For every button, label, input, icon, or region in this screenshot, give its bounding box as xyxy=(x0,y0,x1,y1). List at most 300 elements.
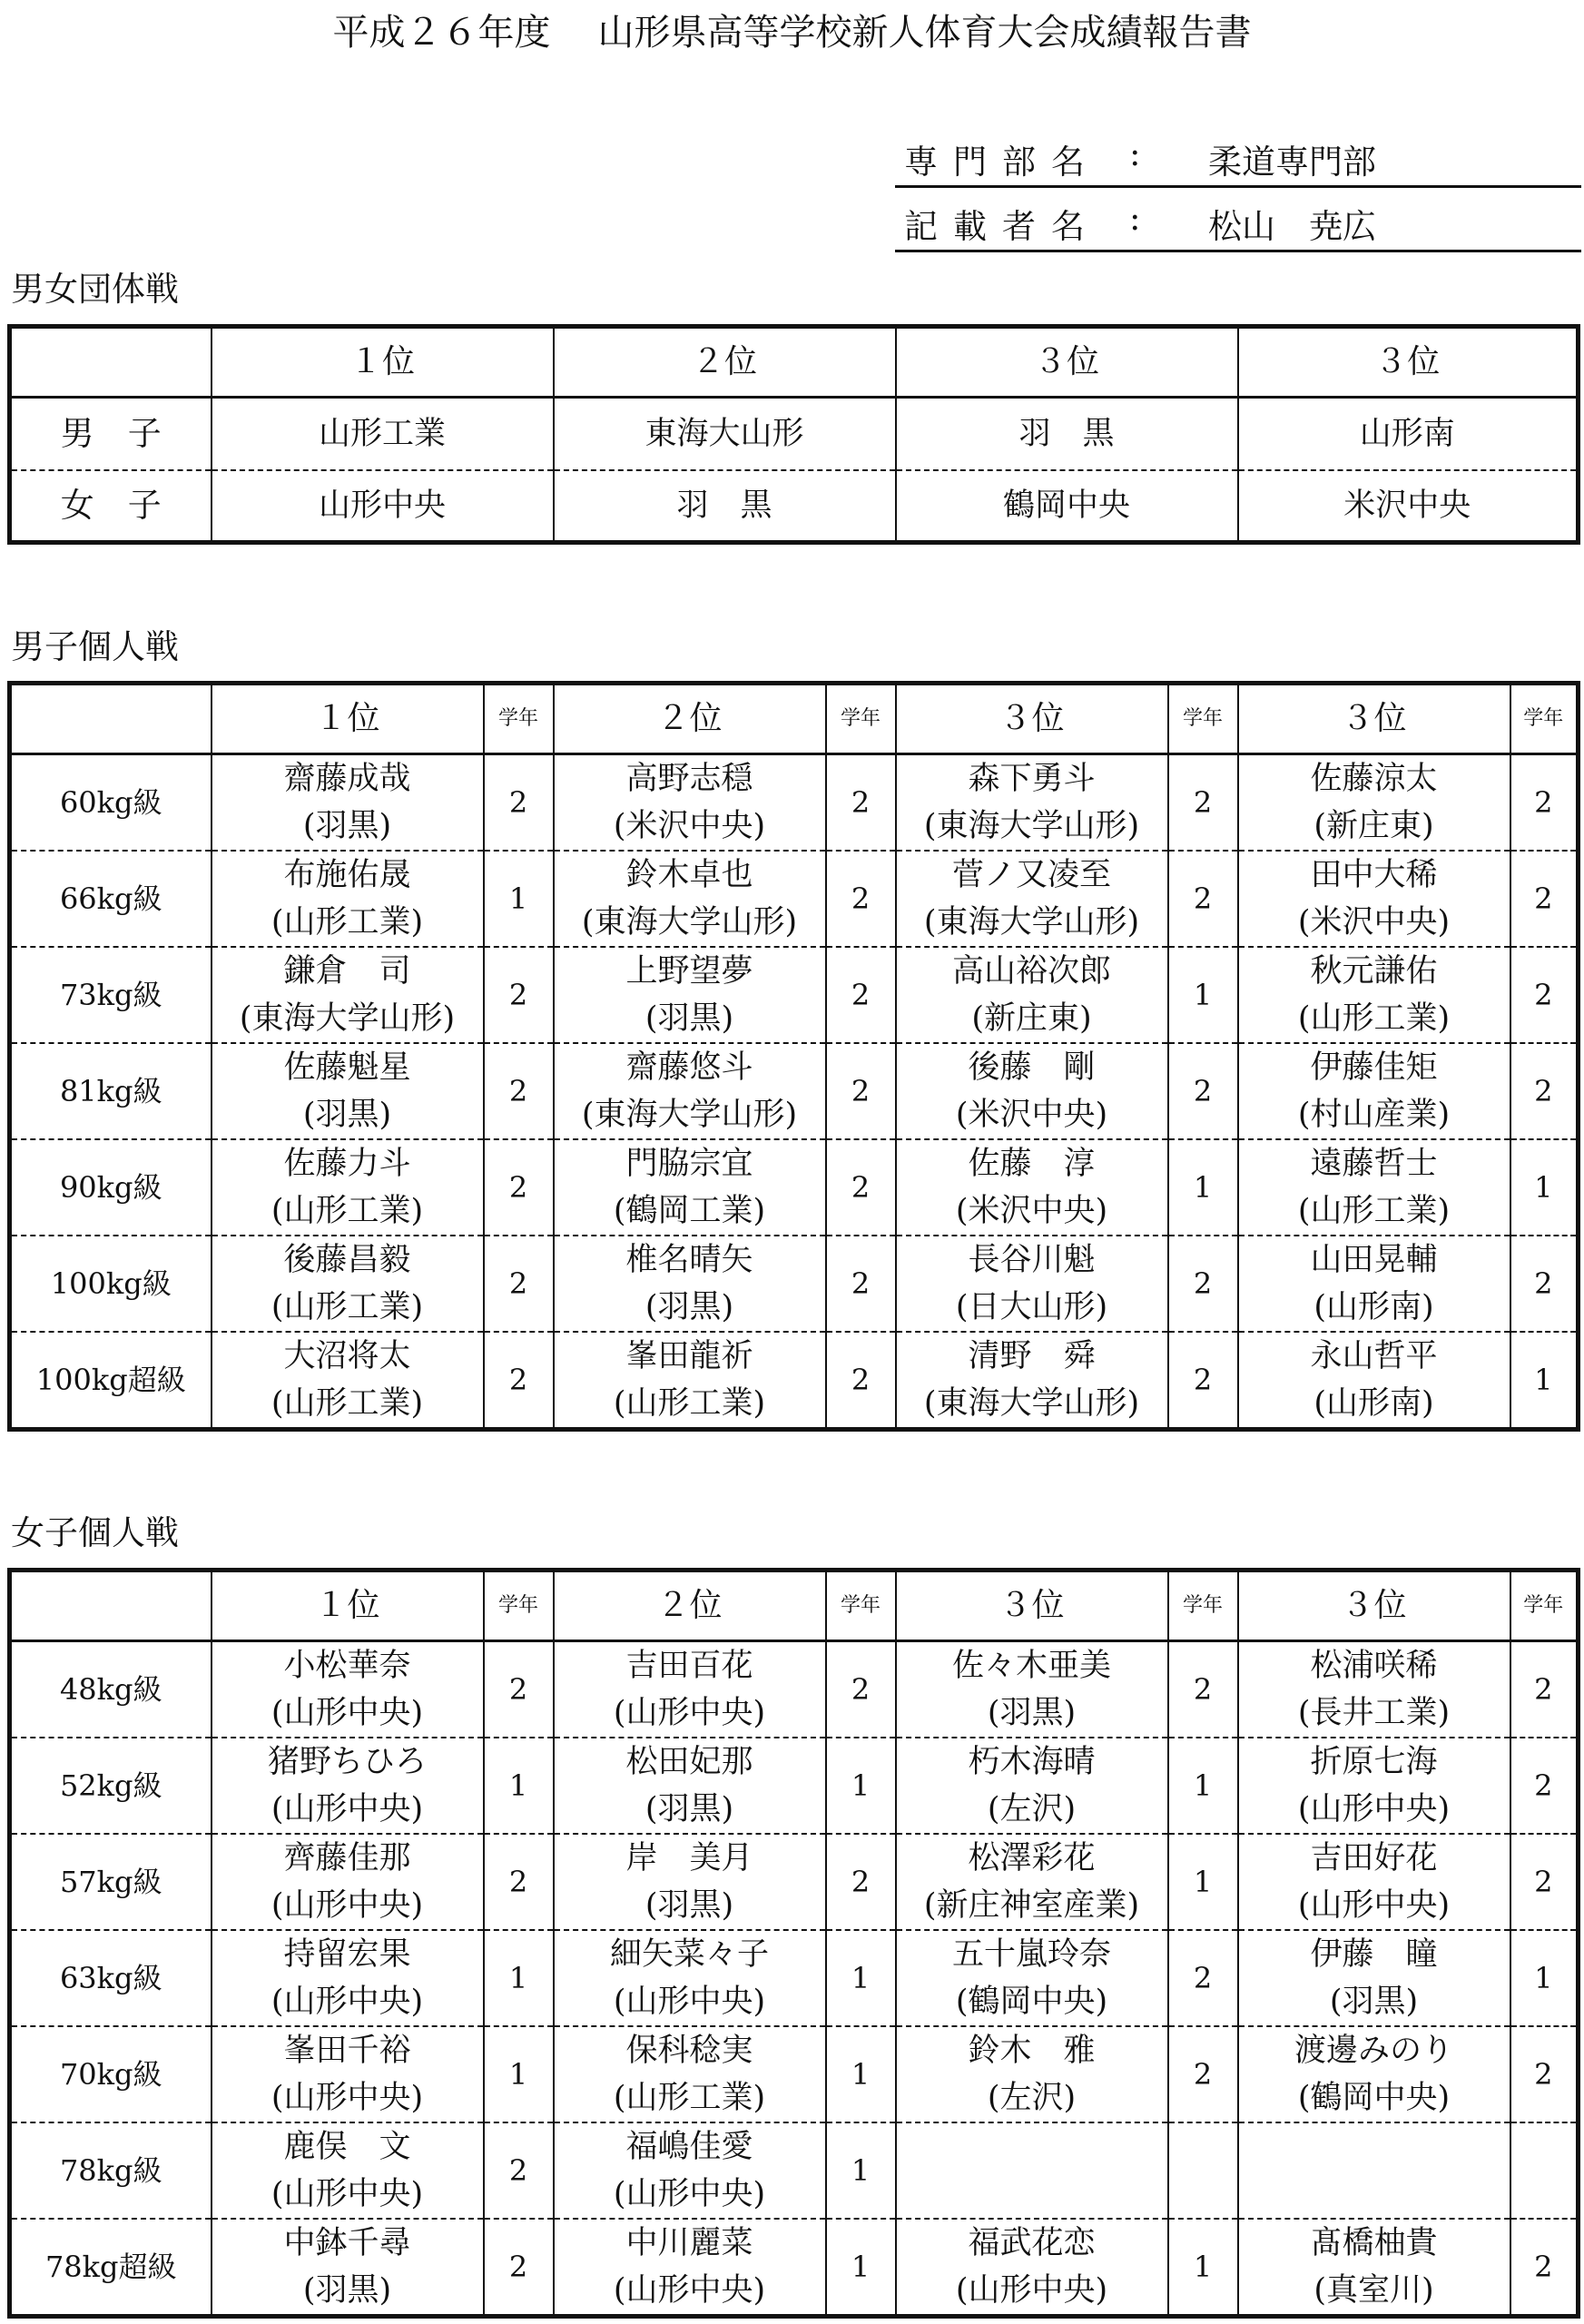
school-name: (羽黒) xyxy=(302,2272,392,2309)
athlete-name: 上野望夢 xyxy=(625,953,753,990)
men-place-2nd xyxy=(554,1139,826,1236)
men-place-3rd-b xyxy=(1238,947,1510,1043)
women-place-3rd-b xyxy=(1238,2219,1510,2317)
team-men-1st: 山形工業 xyxy=(212,398,554,470)
women-row xyxy=(10,2219,1579,2317)
men-results-table xyxy=(7,681,1580,1432)
men-grade-3rd-a: 2 xyxy=(1168,851,1238,947)
women-place-2nd xyxy=(554,1930,826,2026)
writer-row xyxy=(895,199,1581,244)
women-grade-3rd-a: 1 xyxy=(1168,1834,1238,1930)
men-place-2nd xyxy=(554,947,826,1043)
athlete-name: 中鉢千尋 xyxy=(283,2225,411,2261)
men-place-2nd xyxy=(554,1043,826,1139)
athlete-name: 遠藤哲士 xyxy=(1310,1146,1438,1182)
women-place-3rd-a xyxy=(896,1930,1168,2026)
women-weight-class: 52kg級 xyxy=(10,1738,212,1834)
school-name: (真室川) xyxy=(1313,2272,1434,2309)
men-row xyxy=(10,1139,1579,1236)
men-header-grade: 学年 xyxy=(1510,684,1579,754)
women-grade-3rd-b: 1 xyxy=(1510,1930,1579,2026)
women-header-row xyxy=(10,1571,1579,1641)
women-grade-2nd: 1 xyxy=(826,1738,896,1834)
school-name: (新庄神室産業) xyxy=(923,1887,1140,1924)
athlete-name: 後藤 剛 xyxy=(968,1049,1096,1086)
men-grade-3rd-b: 2 xyxy=(1510,1043,1579,1139)
school-name: (米沢中央) xyxy=(955,1193,1108,1229)
men-row xyxy=(10,1043,1579,1139)
school-name: (山形中央) xyxy=(271,1695,424,1731)
men-grade-3rd-b: 2 xyxy=(1510,754,1579,852)
men-place-1st xyxy=(212,1332,484,1430)
women-place-2nd xyxy=(554,2122,826,2219)
women-weight-class: 78kg級 xyxy=(10,2122,212,2219)
women-heading: 女子個人戦 xyxy=(11,1513,179,1552)
athlete-name: 森下勇斗 xyxy=(968,761,1096,797)
dept-label: 専門部名 xyxy=(904,143,1100,182)
women-place-1st xyxy=(212,2219,484,2317)
athlete-name: 佐藤魁星 xyxy=(283,1049,411,1086)
women-grade-3rd-b: 2 xyxy=(1510,2026,1579,2122)
school-name: (新庄東) xyxy=(971,1000,1092,1037)
men-grade-2nd: 2 xyxy=(826,947,896,1043)
school-name: (山形工業) xyxy=(613,1385,766,1422)
women-header-grade: 学年 xyxy=(484,1571,554,1641)
men-grade-1st: 2 xyxy=(484,1139,554,1236)
men-place-3rd-b xyxy=(1238,1332,1510,1430)
women-place-3rd-b xyxy=(1238,1834,1510,1930)
school-name: (鶴岡中央) xyxy=(955,1984,1108,2020)
dept-colon: : xyxy=(1129,134,1141,173)
women-grade-2nd: 1 xyxy=(826,2219,896,2317)
women-grade-1st: 1 xyxy=(484,1738,554,1834)
men-grade-3rd-b: 2 xyxy=(1510,1236,1579,1332)
athlete-name: 佐藤涼太 xyxy=(1310,761,1438,797)
athlete-name: 峯田千裕 xyxy=(283,2033,411,2069)
women-weight-class: 78kg超級 xyxy=(44,2250,177,2284)
women-place-1st xyxy=(212,2026,484,2122)
school-name: (山形工業) xyxy=(271,904,424,940)
women-row xyxy=(10,1738,1579,1834)
team-women-label: 女 子 xyxy=(60,485,162,525)
men-place-1st xyxy=(212,1139,484,1236)
school-name: (東海大学山形) xyxy=(923,808,1140,844)
men-grade-3rd-a: 2 xyxy=(1168,754,1238,852)
women-place-1st xyxy=(212,2122,484,2219)
athlete-name: 保科稔実 xyxy=(625,2033,753,2069)
women-place-3rd-a xyxy=(896,2026,1168,2122)
school-name: (鶴岡工業) xyxy=(613,1193,766,1229)
women-weight-class: 48kg級 xyxy=(10,1641,212,1738)
women-grade-3rd-b: 2 xyxy=(1510,1641,1579,1738)
athlete-name: 福武花恋 xyxy=(968,2225,1096,2261)
school-name: (山形中央) xyxy=(613,2272,766,2309)
writer-value: 松山 尭広 xyxy=(1208,207,1376,246)
men-grade-1st: 2 xyxy=(484,1332,554,1430)
women-place-3rd-b xyxy=(1238,2026,1510,2122)
women-row xyxy=(10,1834,1579,1930)
women-place-1st xyxy=(212,1738,484,1834)
athlete-name: 細矢菜々子 xyxy=(609,1936,769,1973)
women-place-3rd-a xyxy=(896,2122,1168,2219)
women-row xyxy=(10,2026,1579,2122)
men-header-blank xyxy=(10,684,212,754)
team-row-women xyxy=(10,470,1579,543)
men-grade-1st: 2 xyxy=(484,1043,554,1139)
men-place-2nd xyxy=(554,1236,826,1332)
athlete-name: 齊藤佳那 xyxy=(283,1840,411,1876)
athlete-name: 永山哲平 xyxy=(1310,1338,1438,1374)
school-name: (左沢) xyxy=(987,1791,1077,1827)
women-place-3rd-a xyxy=(896,1641,1168,1738)
athlete-name: 吉田好花 xyxy=(1310,1840,1438,1876)
school-name: (山形南) xyxy=(1313,1289,1434,1325)
school-name: (山形工業) xyxy=(271,1193,424,1229)
men-header-grade: 学年 xyxy=(826,684,896,754)
women-grade-3rd-b: 2 xyxy=(1510,2219,1579,2317)
men-header-grade: 学年 xyxy=(484,684,554,754)
men-place-3rd-b xyxy=(1238,1139,1510,1236)
team-women-2nd: 羽 黒 xyxy=(554,470,896,543)
school-name: (左沢) xyxy=(987,2080,1077,2116)
athlete-name: 小松華奈 xyxy=(283,1648,411,1684)
women-grade-3rd-b xyxy=(1510,2122,1579,2219)
women-header-grade: 学年 xyxy=(1510,1571,1579,1641)
school-name: (羽黒) xyxy=(644,1887,734,1924)
athlete-name: 椎名晴矢 xyxy=(625,1242,753,1278)
men-place-2nd xyxy=(554,851,826,947)
school-name: (山形中央) xyxy=(271,2176,424,2212)
athlete-name: 峯田龍祈 xyxy=(625,1338,753,1374)
men-heading: 男子個人戦 xyxy=(11,627,179,666)
women-grade-1st: 1 xyxy=(484,1930,554,2026)
school-name: (山形中央) xyxy=(271,1984,424,2020)
women-row xyxy=(10,1641,1579,1738)
school-name: (羽黒) xyxy=(644,1791,734,1827)
athlete-name: 朽木海晴 xyxy=(968,1744,1096,1780)
men-grade-2nd: 2 xyxy=(826,1139,896,1236)
school-name: (東海大学山形) xyxy=(581,1097,798,1133)
women-place-2nd xyxy=(554,1641,826,1738)
athlete-name: 鈴木卓也 xyxy=(625,857,753,893)
team-results-table xyxy=(7,324,1580,545)
women-grade-1st: 2 xyxy=(484,2122,554,2219)
team-women-3rd-a: 鶴岡中央 xyxy=(896,470,1238,543)
school-name: (羽黒) xyxy=(302,1097,392,1133)
women-grade-1st: 2 xyxy=(484,2219,554,2317)
school-name: (山形工業) xyxy=(1297,1193,1451,1229)
school-name: (羽黒) xyxy=(987,1695,1077,1731)
women-grade-2nd: 2 xyxy=(826,1641,896,1738)
school-name: (山形中央) xyxy=(271,1791,424,1827)
athlete-name: 佐藤 淳 xyxy=(968,1146,1096,1182)
men-place-1st xyxy=(212,1043,484,1139)
athlete-name: 山田晃輔 xyxy=(1310,1242,1438,1278)
men-row xyxy=(10,947,1579,1043)
women-header-rank: ３位 xyxy=(896,1571,1168,1641)
men-header-rank: ２位 xyxy=(554,684,826,754)
men-grade-1st: 2 xyxy=(484,1236,554,1332)
school-name: (山形中央) xyxy=(613,2176,766,2212)
athlete-name: 佐々木亜美 xyxy=(951,1648,1111,1684)
women-place-3rd-a xyxy=(896,2219,1168,2317)
men-grade-3rd-a: 1 xyxy=(1168,947,1238,1043)
women-grade-3rd-a: 1 xyxy=(1168,1738,1238,1834)
men-grade-3rd-b: 2 xyxy=(1510,851,1579,947)
school-name: (山形工業) xyxy=(1297,1000,1451,1037)
women-grade-1st: 2 xyxy=(484,1834,554,1930)
athlete-name: 菅ノ又凌至 xyxy=(951,857,1111,893)
men-row xyxy=(10,1236,1579,1332)
men-weight-class: 73kg級 xyxy=(10,947,212,1043)
men-place-3rd-a xyxy=(896,1043,1168,1139)
women-grade-1st: 1 xyxy=(484,2026,554,2122)
women-place-2nd xyxy=(554,1738,826,1834)
men-grade-3rd-b: 1 xyxy=(1510,1332,1579,1430)
men-place-3rd-a xyxy=(896,947,1168,1043)
school-name: (鶴岡中央) xyxy=(1297,2080,1451,2116)
school-name: (米沢中央) xyxy=(613,808,766,844)
women-grade-2nd: 2 xyxy=(826,1834,896,1930)
men-header-rank: １位 xyxy=(212,684,484,754)
athlete-name: 齋藤成哉 xyxy=(283,761,411,797)
team-women-1st: 山形中央 xyxy=(212,470,554,543)
men-grade-1st: 1 xyxy=(484,851,554,947)
men-row xyxy=(10,851,1579,947)
women-header-rank: ２位 xyxy=(554,1571,826,1641)
athlete-name: 吉田百花 xyxy=(625,1648,753,1684)
men-header-row xyxy=(10,684,1579,754)
women-place-2nd xyxy=(554,2219,826,2317)
men-grade-3rd-a: 2 xyxy=(1168,1332,1238,1430)
athlete-name: 高野志穏 xyxy=(625,761,753,797)
men-place-2nd xyxy=(554,1332,826,1430)
team-header-blank xyxy=(10,327,212,398)
men-weight-class: 90kg級 xyxy=(10,1139,212,1236)
women-grade-3rd-a xyxy=(1168,2122,1238,2219)
school-name: (山形中央) xyxy=(613,1695,766,1731)
men-grade-1st: 2 xyxy=(484,754,554,852)
school-name: (山形中央) xyxy=(613,1984,766,2020)
men-grade-3rd-b: 1 xyxy=(1510,1139,1579,1236)
men-row xyxy=(10,1332,1579,1430)
athlete-name: 佐藤力斗 xyxy=(283,1146,411,1182)
men-place-3rd-a xyxy=(896,754,1168,852)
title-name: 山形県高等学校新人体育大会成績報告書 xyxy=(597,12,1252,54)
dept-row xyxy=(895,134,1581,180)
women-grade-3rd-a: 2 xyxy=(1168,1641,1238,1738)
men-grade-2nd: 2 xyxy=(826,754,896,852)
school-name: (米沢中央) xyxy=(955,1097,1108,1133)
men-grade-2nd: 2 xyxy=(826,1332,896,1430)
athlete-name: 大沼将太 xyxy=(283,1338,411,1374)
athlete-name: 清野 舜 xyxy=(968,1338,1096,1374)
men-place-3rd-b xyxy=(1238,1236,1510,1332)
men-weight-class: 100kg超級 xyxy=(35,1363,186,1397)
men-grade-2nd: 2 xyxy=(826,851,896,947)
school-name: (山形中央) xyxy=(1297,1887,1451,1924)
men-place-2nd xyxy=(554,754,826,852)
men-grade-2nd: 2 xyxy=(826,1043,896,1139)
men-row xyxy=(10,754,1579,852)
writer-underline xyxy=(895,250,1581,252)
school-name: (東海大学山形) xyxy=(239,1000,456,1037)
athlete-name: 中川麗菜 xyxy=(625,2225,753,2261)
athlete-name: 松澤彩花 xyxy=(968,1840,1096,1876)
school-name: (東海大学山形) xyxy=(581,904,798,940)
men-header-rank: ３位 xyxy=(1238,684,1510,754)
team-header-row xyxy=(10,327,1579,398)
dept-value: 柔道専門部 xyxy=(1208,143,1376,182)
women-weight-class: 63kg級 xyxy=(10,1930,212,2026)
men-grade-3rd-b: 2 xyxy=(1510,947,1579,1043)
school-name: (日大山形) xyxy=(955,1289,1108,1325)
men-grade-1st: 2 xyxy=(484,947,554,1043)
school-name: (山形中央) xyxy=(271,2080,424,2116)
writer-label: 記載者名 xyxy=(904,207,1100,246)
women-header-rank: ３位 xyxy=(1238,1571,1510,1641)
women-place-1st xyxy=(212,1834,484,1930)
women-header-rank: １位 xyxy=(212,1571,484,1641)
men-place-3rd-a xyxy=(896,1236,1168,1332)
men-weight-class: 81kg級 xyxy=(10,1043,212,1139)
athlete-name: 秋元謙佑 xyxy=(1310,953,1438,990)
school-name: (山形中央) xyxy=(1297,1791,1451,1827)
team-header-3rd-b: ３位 xyxy=(1238,327,1579,398)
team-row-men xyxy=(10,398,1579,470)
athlete-name: 鎌倉 司 xyxy=(283,953,411,990)
school-name: (山形工業) xyxy=(271,1385,424,1422)
page-title xyxy=(0,4,1584,62)
women-place-3rd-b xyxy=(1238,1930,1510,2026)
women-row xyxy=(10,1930,1579,2026)
school-name: (羽黒) xyxy=(1329,1984,1419,2020)
athlete-name: 松浦咲稀 xyxy=(1310,1648,1438,1684)
athlete-name: 福嶋佳愛 xyxy=(625,2129,753,2165)
men-place-3rd-b xyxy=(1238,851,1510,947)
school-name: (山形工業) xyxy=(613,2080,766,2116)
men-header-grade: 学年 xyxy=(1168,684,1238,754)
athlete-name: 猪野ちひろ xyxy=(267,1744,427,1780)
men-weight-class: 66kg級 xyxy=(10,851,212,947)
athlete-name: 岸 美月 xyxy=(625,1840,753,1876)
men-weight-class: 60kg級 xyxy=(10,754,212,852)
women-header-grade: 学年 xyxy=(1168,1571,1238,1641)
team-men-2nd: 東海大山形 xyxy=(554,398,896,470)
women-header-grade: 学年 xyxy=(826,1571,896,1641)
women-grade-2nd: 1 xyxy=(826,2122,896,2219)
athlete-name: 鈴木 雅 xyxy=(968,2033,1096,2069)
athlete-name: 長谷川魁 xyxy=(968,1242,1096,1278)
men-place-1st xyxy=(212,851,484,947)
men-weight-class: 100kg級 xyxy=(10,1236,212,1332)
athlete-name: 高山裕次郎 xyxy=(951,953,1111,990)
athlete-name: 持留宏果 xyxy=(283,1936,411,1973)
school-name: (山形中央) xyxy=(955,2272,1108,2309)
school-name: (山形南) xyxy=(1313,1385,1434,1422)
athlete-name: 布施佑晟 xyxy=(283,857,411,893)
team-heading: 男女団体戦 xyxy=(11,270,179,309)
title-year: 平成２６年度 xyxy=(332,12,551,54)
men-place-3rd-a xyxy=(896,1332,1168,1430)
athlete-name: 折原七海 xyxy=(1310,1744,1438,1780)
team-men-3rd-a: 羽 黒 xyxy=(896,398,1238,470)
men-place-1st xyxy=(212,754,484,852)
team-header-3rd-a: ３位 xyxy=(896,327,1238,398)
team-header-1st: １位 xyxy=(212,327,554,398)
school-name: (山形工業) xyxy=(271,1289,424,1325)
women-grade-3rd-b: 2 xyxy=(1510,1738,1579,1834)
school-name: (東海大学山形) xyxy=(923,904,1140,940)
women-place-3rd-b xyxy=(1238,2122,1510,2219)
athlete-name: 門脇宗宜 xyxy=(625,1146,753,1182)
athlete-name: 鹿俣 文 xyxy=(283,2129,411,2165)
athlete-name: 齋藤悠斗 xyxy=(625,1049,753,1086)
women-grade-3rd-a: 2 xyxy=(1168,2026,1238,2122)
women-place-3rd-a xyxy=(896,1834,1168,1930)
women-results-table xyxy=(7,1568,1580,2319)
writer-colon: : xyxy=(1129,199,1141,238)
school-name: (羽黒) xyxy=(644,1000,734,1037)
women-grade-1st: 2 xyxy=(484,1641,554,1738)
men-grade-3rd-a: 1 xyxy=(1168,1139,1238,1236)
men-grade-3rd-a: 2 xyxy=(1168,1043,1238,1139)
athlete-name: 渡邊みのり xyxy=(1294,2033,1453,2069)
athlete-name: 伊藤 瞳 xyxy=(1310,1936,1438,1973)
men-place-3rd-a xyxy=(896,1139,1168,1236)
team-header-2nd: ２位 xyxy=(554,327,896,398)
women-place-3rd-a xyxy=(896,1738,1168,1834)
school-name: (米沢中央) xyxy=(1297,904,1451,940)
school-name: (長井工業) xyxy=(1297,1695,1451,1731)
dept-underline xyxy=(895,185,1581,188)
men-place-1st xyxy=(212,1236,484,1332)
team-women-3rd-b: 米沢中央 xyxy=(1238,470,1579,543)
men-grade-2nd: 2 xyxy=(826,1236,896,1332)
men-place-3rd-a xyxy=(896,851,1168,947)
women-grade-3rd-a: 2 xyxy=(1168,1930,1238,2026)
women-grade-3rd-b: 2 xyxy=(1510,1834,1579,1930)
school-name: (羽黒) xyxy=(302,808,392,844)
women-place-3rd-b xyxy=(1238,1641,1510,1738)
women-header-blank xyxy=(10,1571,212,1641)
women-grade-2nd: 1 xyxy=(826,1930,896,2026)
women-place-1st xyxy=(212,1930,484,2026)
team-men-3rd-b: 山形南 xyxy=(1238,398,1579,470)
school-name: (羽黒) xyxy=(644,1289,734,1325)
women-weight-class: 57kg級 xyxy=(10,1834,212,1930)
men-place-3rd-b xyxy=(1238,1043,1510,1139)
women-row xyxy=(10,2122,1579,2219)
school-name: (新庄東) xyxy=(1313,808,1434,844)
men-header-rank: ３位 xyxy=(896,684,1168,754)
men-place-3rd-b xyxy=(1238,754,1510,852)
women-grade-2nd: 1 xyxy=(826,2026,896,2122)
school-name: (村山産業) xyxy=(1297,1097,1451,1133)
school-name: (東海大学山形) xyxy=(923,1385,1140,1422)
school-name: (山形中央) xyxy=(271,1887,424,1924)
men-grade-3rd-a: 2 xyxy=(1168,1236,1238,1332)
athlete-name: 田中大稀 xyxy=(1310,857,1438,893)
athlete-name: 松田妃那 xyxy=(625,1744,753,1780)
athlete-name: 五十嵐玲奈 xyxy=(951,1936,1111,1973)
women-weight-class: 70kg級 xyxy=(10,2026,212,2122)
men-place-1st xyxy=(212,947,484,1043)
women-grade-3rd-a: 1 xyxy=(1168,2219,1238,2317)
team-men-label: 男 子 xyxy=(10,398,212,470)
women-place-3rd-b xyxy=(1238,1738,1510,1834)
women-place-2nd xyxy=(554,2026,826,2122)
